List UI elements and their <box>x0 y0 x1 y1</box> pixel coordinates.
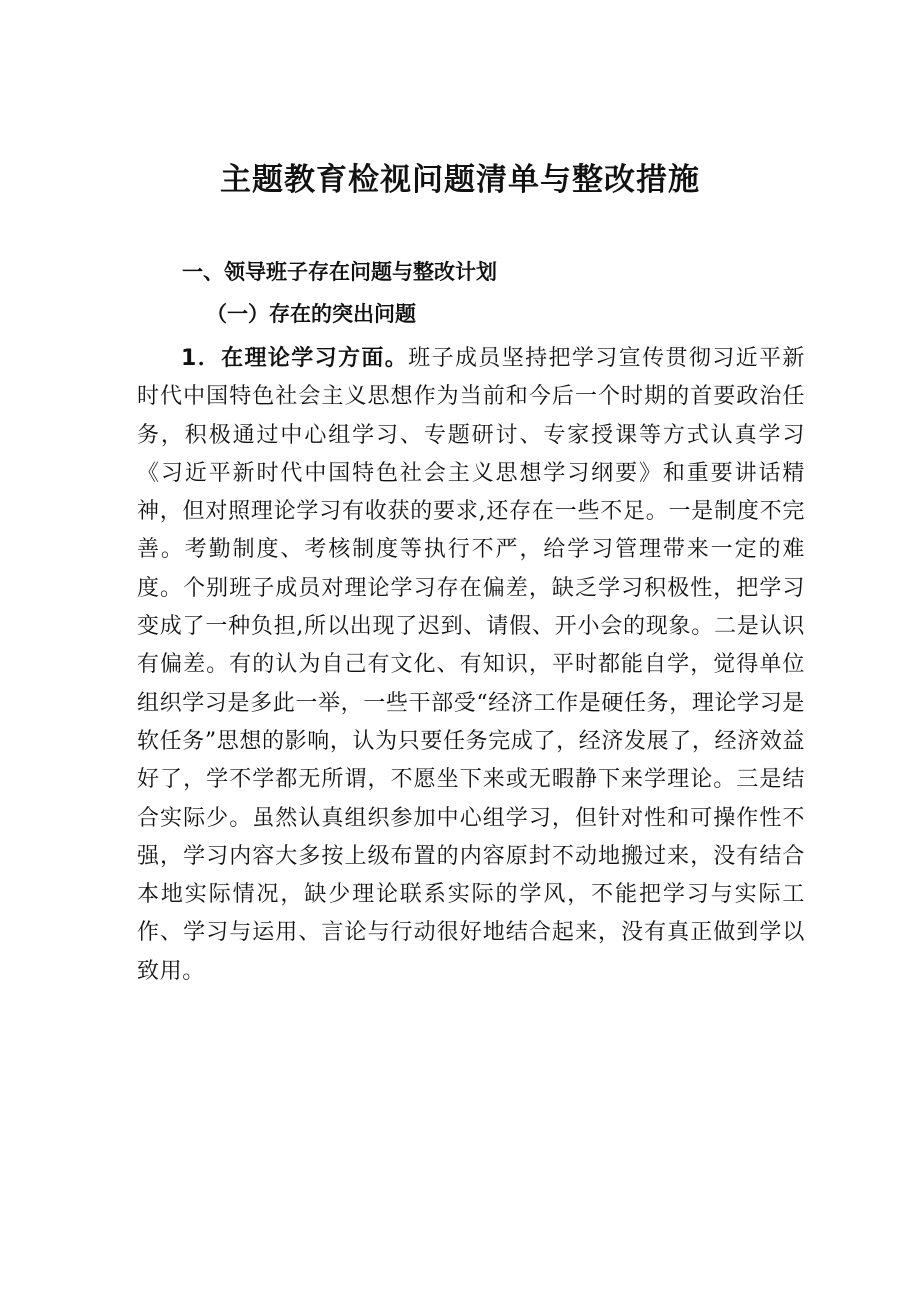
document-title: 主题教育检视问题清单与整改措施 <box>220 162 700 198</box>
section-heading: 一、领导班子存在问题与整改计划 <box>182 260 497 284</box>
paragraph-text: 班子成员坚持把学习宣传贯彻习近平新时代中国特色社会主义思想作为当前和今后一个时期的首要政治任务，积极通过中心组学习、专题研讨、专家授课等方式认真学习《习近平新时代中国特色社会主义思想学习纲要》和重要讲话精神，但对照理论学习有收获的要求,还存在一些不足。一是制度不完善。考勤制度、考核制度等执行不严，给学习管理带来一定的难度。个别班子成员对理论学习存在偏差，缺乏学习积极性，把学习变成了一种负担,所以出现了迟到、请假、开小会的现象。二是认识有偏差。有的认为自己有文化、有知识，平时都能自学，觉得单位组织学习是多此一举，一些干部受“经济工作是硬任务，理论学习是软任务”思想的影响，认为只要任务完成了，经济发展了，经济效益好了，学不学都无所谓，不愿坐下来或无暇静下来学理论。三是结合实际少。虽然认真组织参加中心组学习，但针对性和可操作性不强，学习内容大多按上级布置的内容原封不动地搬过来，没有结合本地实际情况，缺少理论联系实际的学风，不能把学习与实际工作、学习与运用、言论与行动很好地结合起来，没有真正做到学以致用。 <box>137 346 805 984</box>
subsection-heading: （一）存在的突出问题 <box>206 301 416 326</box>
body-paragraph <box>137 340 805 991</box>
paragraph-lead: 1．在理论学习方面。 <box>181 346 409 371</box>
